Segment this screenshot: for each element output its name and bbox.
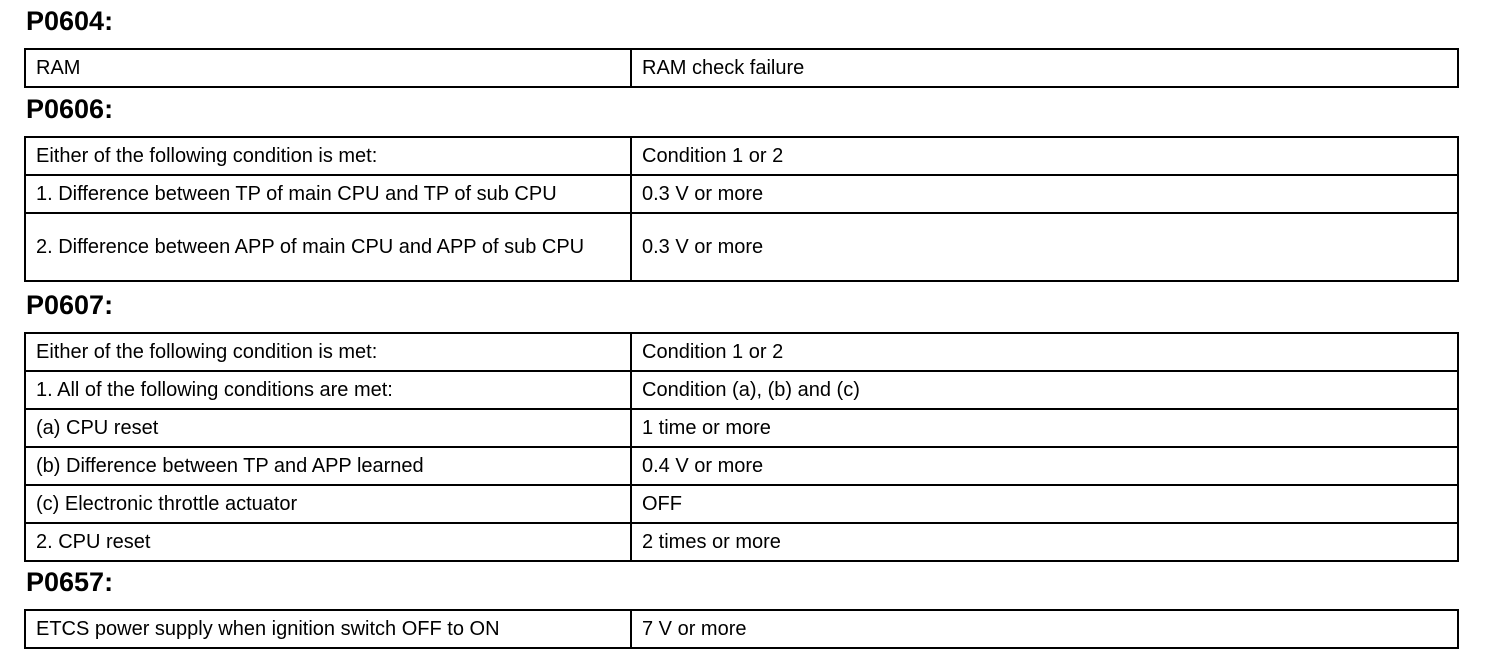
table-row bbox=[25, 610, 1458, 648]
condition-cell: 2. CPU reset bbox=[25, 523, 631, 561]
table-row bbox=[25, 333, 1458, 371]
table-p0657 bbox=[24, 609, 1459, 649]
condition-cell: (c) Electronic throttle actuator bbox=[25, 485, 631, 523]
value-cell: 2 times or more bbox=[631, 523, 1458, 561]
table-p0607 bbox=[24, 332, 1459, 562]
table-row bbox=[25, 447, 1458, 485]
condition-cell: Either of the following condition is met: bbox=[25, 137, 631, 175]
condition-cell: 2. Difference between APP of main CPU and APP of sub CPU bbox=[25, 213, 631, 281]
condition-cell: 1. All of the following conditions are met: bbox=[25, 371, 631, 409]
table-row bbox=[25, 409, 1458, 447]
section-title-p0606: P0606: bbox=[26, 94, 114, 124]
table-row bbox=[25, 523, 1458, 561]
condition-cell: ETCS power supply when ignition switch OFF to ON bbox=[25, 610, 631, 648]
value-cell: Condition 1 or 2 bbox=[631, 333, 1458, 371]
table-row bbox=[25, 137, 1458, 175]
section-title-p0657: P0657: bbox=[26, 567, 114, 597]
table-p0606 bbox=[24, 136, 1459, 282]
value-cell: 0.3 V or more bbox=[631, 213, 1458, 281]
condition-cell: Either of the following condition is met: bbox=[25, 333, 631, 371]
value-cell: 7 V or more bbox=[631, 610, 1458, 648]
value-cell: 1 time or more bbox=[631, 409, 1458, 447]
condition-cell: 1. Difference between TP of main CPU and TP of sub CPU bbox=[25, 175, 631, 213]
value-cell: 0.3 V or more bbox=[631, 175, 1458, 213]
condition-cell: (b) Difference between TP and APP learned bbox=[25, 447, 631, 485]
value-cell: RAM check failure bbox=[631, 49, 1458, 87]
value-cell: OFF bbox=[631, 485, 1458, 523]
value-cell: Condition 1 or 2 bbox=[631, 137, 1458, 175]
section-title-p0604: P0604: bbox=[26, 6, 114, 36]
table-row bbox=[25, 485, 1458, 523]
section-title-p0607: P0607: bbox=[26, 290, 114, 320]
table-row bbox=[25, 175, 1458, 213]
table-row bbox=[25, 213, 1458, 281]
value-cell: Condition (a), (b) and (c) bbox=[631, 371, 1458, 409]
condition-cell: (a) CPU reset bbox=[25, 409, 631, 447]
table-p0604 bbox=[24, 48, 1459, 88]
table-row bbox=[25, 49, 1458, 87]
table-row bbox=[25, 371, 1458, 409]
condition-cell: RAM bbox=[25, 49, 631, 87]
value-cell: 0.4 V or more bbox=[631, 447, 1458, 485]
